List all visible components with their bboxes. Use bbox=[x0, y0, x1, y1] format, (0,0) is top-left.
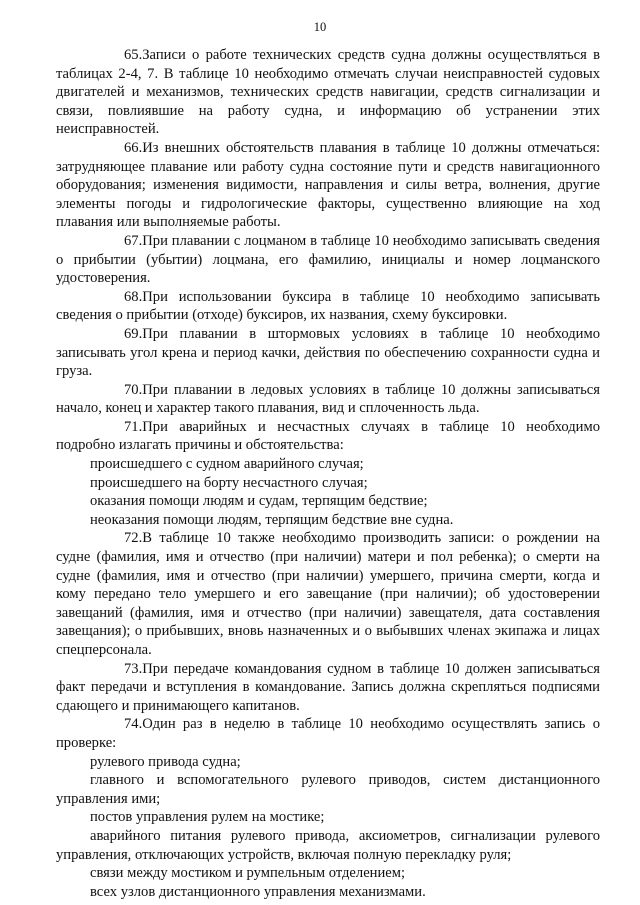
paragraph-text: При аварийных и несчастных случаях в таблице 10 необходимо подробно излагать причины и обстоятельства: bbox=[56, 418, 600, 454]
paragraph-text: Из внешних обстоятельств плавания в таблице 10 должны отмечаться: затрудняющее плавание или работу судна состояние пути и средств навигационного оборудования; изменения видимости, направления и силы ветра, волнения, другие элементы погоды и гидрологические факторы, существенно влияющие на ход плавания или выполняемые работы. bbox=[56, 139, 600, 231]
document-body bbox=[56, 46, 600, 901]
paragraph-71 bbox=[56, 418, 600, 455]
paragraph-text: При плавании с лоцманом в таблице 10 необходимо записывать сведения о прибытии (убытии) лоцмана, его фамилию, инициалы и номер лоцманского удостоверения. bbox=[56, 232, 600, 287]
paragraph-68 bbox=[56, 288, 600, 325]
paragraph-text: Один раз в неделю в таблице 10 необходимо осуществлять запись о проверке: bbox=[56, 716, 600, 751]
paragraph-66 bbox=[56, 139, 600, 232]
list-item: постов управления рулем на мостике; bbox=[90, 809, 325, 826]
paragraph-69 bbox=[56, 325, 600, 381]
paragraph-text: Записи о работе технических средств судна должны осуществляться в таблицах 2-4, 7. В таблице 10 необходимо отмечать случаи неисправностей судовых двигателей и механизмов, технических средств навигации, средств сигнализации и связи, повлиявшие на работу судна, и информацию об устранении этих неисправностей. bbox=[56, 47, 600, 138]
page-number: 10 bbox=[313, 20, 327, 34]
paragraph-67 bbox=[56, 232, 600, 288]
paragraph-number: 69. bbox=[124, 325, 143, 342]
list-item: оказания помощи людям и судам, терпящим бедствие; bbox=[90, 493, 428, 510]
list-item: связи между мостиком и румпельным отделением; bbox=[90, 865, 406, 882]
paragraph-65 bbox=[56, 46, 600, 139]
list-item: рулевого привода судна; bbox=[90, 753, 241, 770]
paragraph-number: 72. bbox=[124, 530, 143, 547]
paragraph-number: 68. bbox=[124, 288, 143, 305]
list-item: всех узлов дистанционного управления механизмами. bbox=[90, 883, 426, 900]
paragraph-number: 70. bbox=[124, 381, 143, 398]
paragraph-text: В таблице 10 также необходимо производить записи: о рождении на судне (фамилия, имя и отчество (при наличии) матери и пол ребенка); о смерти на судне (фамилия, имя и отчество (при наличии) умершего, причина смерти, когда и кому передано тело умершего и его завещание (при наличии); об удостоверении завещаний (фамилия, имя и отчество (при наличии) завещателя, дата составления завещания); о прибывших, вновь назначенных и о выбывших членах экипажа и лицах спецперсонала. bbox=[56, 530, 600, 658]
paragraph-text: При плавании в штормовых условиях в таблице 10 необходимо записывать угол крена и период качки, действия по обеспечению сохранности судна и груза. bbox=[56, 325, 600, 380]
paragraph-number: 74. bbox=[124, 716, 143, 733]
paragraph-number: 66. bbox=[124, 139, 143, 156]
paragraph-number: 73. bbox=[124, 660, 143, 677]
paragraph-number: 65. bbox=[124, 47, 143, 63]
list-item: неоказания помощи людям, терпящим бедствие вне судна. bbox=[90, 511, 454, 528]
paragraph-text: При плавании в ледовых условиях в таблице 10 должны записываться начало, конец и характер такого плавания, вид и сплоченность льда. bbox=[56, 381, 600, 417]
paragraph-text: При передаче командования судном в таблице 10 должен записываться факт передачи и вступления в командование. Запись должна скрепляться подписями сдающего и принимающего капитанов. bbox=[56, 660, 600, 714]
paragraph-text: При использовании буксира в таблице 10 необходимо записывать сведения о прибытии (отходе) буксиров, их названия, схему буксировки. bbox=[56, 288, 600, 324]
paragraph-70 bbox=[56, 381, 600, 418]
list-item: главного и вспомогательного рулевого приводов, систем дистанционного управления ими; bbox=[56, 772, 600, 807]
paragraph-73 bbox=[56, 660, 600, 716]
paragraph-72 bbox=[56, 529, 600, 659]
paragraph-number: 71. bbox=[124, 418, 143, 435]
list-item: происшедшего на борту несчастного случая; bbox=[90, 474, 368, 491]
paragraph-number: 67. bbox=[124, 232, 143, 249]
list-item: аварийного питания рулевого привода, аксиометров, сигнализации рулевого управления, отключающих устройств, включая полную перекладку руля; bbox=[56, 827, 600, 863]
paragraph-74 bbox=[56, 715, 600, 752]
list-item: происшедшего с судном аварийного случая; bbox=[90, 456, 364, 473]
